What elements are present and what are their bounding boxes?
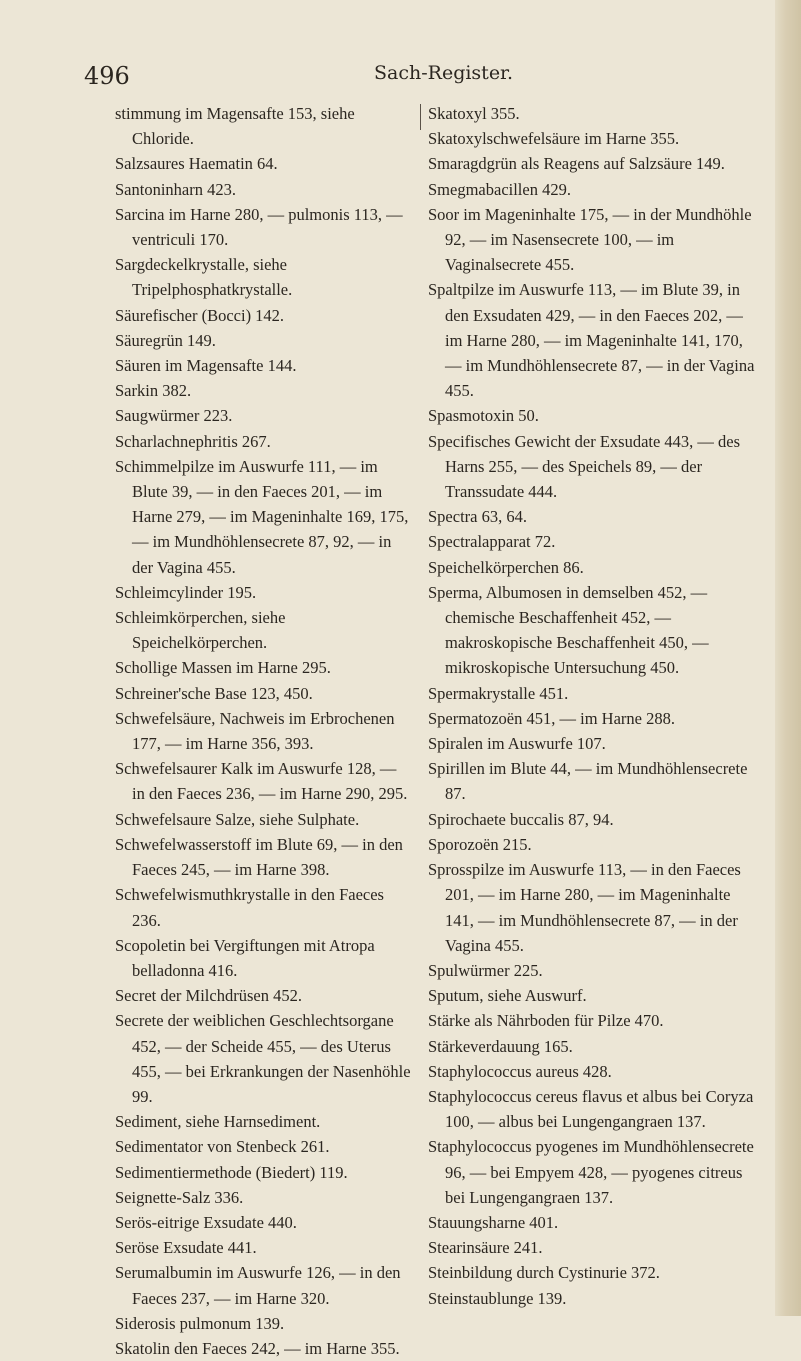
index-entry: Säuren im Magensafte 144. [115,356,297,376]
index-entry: Spulwürmer 225. [428,960,543,980]
index-entry: Sarcina im Harne 280, — pulmonis 113, — ventriculi 170. [115,204,403,250]
index-entry: Speichelkörperchen 86. [428,557,584,577]
index-entry: Spectralapparat 72. [428,532,556,552]
index-entry: Schwefelwismuthkrystalle in den Faeces 236. [115,885,384,930]
index-entry: Seignette-Salz 336. [115,1187,244,1207]
index-entry: Siderosis pulmonum 139. [115,1313,285,1333]
index-entry: Smegmabacillen 429. [428,179,571,199]
index-entry: Saugwürmer 223. [115,406,233,426]
index-entry: Säuregrün 149. [115,330,216,350]
index-entry: Schleimcylinder 195. [115,582,257,602]
index-entry: Schwefelsaure Salze, siehe Sulphate. [115,809,360,829]
index-entry: Skatolin den Faeces 242, — im Harne 355. [115,1338,400,1358]
index-entry: Spiralen im Auswurfe 107. [428,734,606,754]
index-entry: Säurefischer (Bocci) 142. [115,305,285,325]
index-entry: Santoninharn 423. [115,179,236,199]
index-entry: Schreiner'sche Base 123, 450. [115,683,313,703]
index-entry: Sargdeckelkrystalle, siehe Tripelphosphatkrystalle. [115,255,293,300]
page-number: 496 [84,62,130,90]
index-entry: Serumalbumin im Auswurfe 126, — in den Faeces 237, — im Harne 320. [115,1263,401,1308]
running-head: Sach-Register. [374,62,514,84]
index-entry: Spasmotoxin 50. [428,406,539,426]
index-entry: Stearinsäure 241. [428,1238,543,1258]
index-entry: Schwefelsaurer Kalk im Auswurfe 128, — in den Faeces 236, — im Harne 290, 295. [115,759,408,804]
left-column [115,101,413,1361]
index-entry: Staphylococcus aureus 428. [428,1061,612,1081]
index-entry: Smaragdgrün als Reagens auf Salzsäure 149. [428,154,725,174]
index-entry: Skatoxyl 355. [428,104,520,123]
index-entry: Secret der Milchdrüsen 452. [115,986,302,1006]
index-entry: Sporozoën 215. [428,834,532,854]
index-entry: Sarkin 382. [115,381,192,401]
index-entry: Skatoxylschwefelsäure im Harne 355. [428,129,680,149]
index-entry: Spaltpilze im Auswurfe 113, — im Blute 39, in den Exsudaten 429, — in den Faeces 202, — im Harne 280, — im Mageninhalte 141, 170, — im Mundhöhlensecrete 87, — in der Vagina 455. [428,280,755,401]
right-column [428,101,760,1311]
index-entry: Steinstaublunge 139. [428,1288,567,1308]
index-entry: stimmung im Magensafte 153, siehe Chloride. [115,104,355,149]
index-entry: Sediment, siehe Harnsediment. [115,1112,321,1132]
index-entry: Scharlachnephritis 267. [115,431,271,451]
index-entry: Sedimentator von Stenbeck 261. [115,1137,330,1157]
index-entry: Soor im Mageninhalte 175, — in der Mundhöhle 92, — im Nasensecrete 100, — im Vaginalsecrete 455. [428,204,752,275]
index-entry: Stärke als Nährboden für Pilze 470. [428,1011,664,1031]
index-entry: Serös-eitrige Exsudate 440. [115,1212,297,1232]
index-entry: Sedimentiermethode (Biedert) 119. [115,1162,348,1182]
index-entry: Stärkeverdauung 165. [428,1036,573,1056]
index-entry: Schwefelsäure, Nachweis im Erbrochenen 177, — im Harne 356, 393. [115,708,395,754]
index-entry: Secrete der weiblichen Geschlechtsorgane 452, — der Scheide 455, — des Uterus 455, — bei Erkrankungen der Nasenhöhle 99. [115,1011,411,1106]
index-entry: Spectra 63, 64. [428,507,527,527]
index-entry: Stauungsharne 401. [428,1212,559,1232]
index-entry: Staphylococcus pyogenes im Mundhöhlensecrete 96, — bei Empyem 428, — pyogenes citreus bei Lungengangraen 137. [428,1137,754,1207]
index-entry: Sperma, Albumosen in demselben 452, — chemische Beschaffenheit 452, — makroskopische Beschaffenheit 450, — mikroskopische Untersuchung 450. [428,582,709,678]
index-entry: Specifisches Gewicht der Exsudate 443, — des Harns 255, — des Speichels 89, — der Transsudate 444. [428,431,741,502]
index-entry: Spermakrystalle 451. [428,683,569,703]
index-entry: Schimmelpilze im Auswurfe 111, — im Blute 39, — in den Faeces 201, — im Harne 279, — im Mageninhalte 169, 175, — im Mundhöhlensecrete 87, 92, — in der Vagina 455. [115,456,409,577]
index-entry: Schleimkörperchen, siehe Speichelkörperchen. [115,608,286,653]
index-entry: Scopoletin bei Vergiftungen mit Atropa belladonna 416. [115,935,375,980]
column-divider [420,104,421,130]
index-entry: Spirochaete buccalis 87, 94. [428,809,614,829]
index-entry: Steinbildung durch Cystinurie 372. [428,1263,660,1283]
index-entry: Sputum, siehe Auswurf. [428,986,587,1006]
index-entry: Schwefelwasserstoff im Blute 69, — in den Faeces 245, — im Harne 398. [115,834,403,880]
index-entry: Sprosspilze im Auswurfe 113, — in den Faeces 201, — im Harne 280, — im Mageninhalte 141, — im Mundhöhlensecrete 87, — in der Vagina 455. [428,860,741,955]
page-edge-shadow [775,0,801,1316]
index-entry: Schollige Massen im Harne 295. [115,658,331,678]
index-entry: Spermatozoën 451, — im Harne 288. [428,708,675,728]
index-entry: Seröse Exsudate 441. [115,1238,257,1258]
index-entry: Salzsaures Haematin 64. [115,154,278,174]
index-entry: Spirillen im Blute 44, — im Mundhöhlensecrete 87. [428,759,748,804]
index-entry: Staphylococcus cereus flavus et albus bei Coryza 100, — albus bei Lungengangraen 137. [428,1086,754,1132]
